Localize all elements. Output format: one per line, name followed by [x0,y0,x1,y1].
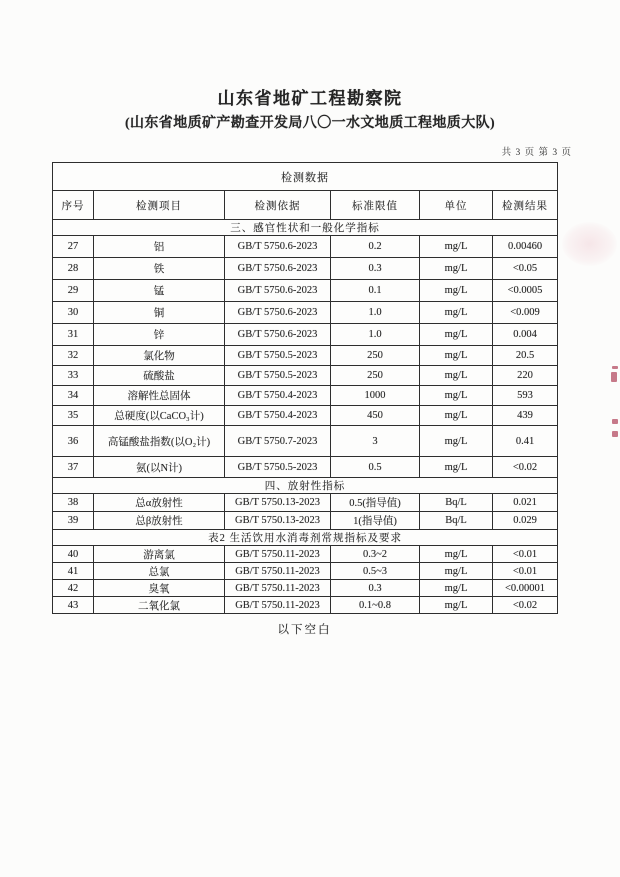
cell-method: GB/T 5750.5-2023 [225,346,331,366]
cell-limit: 0.5 [331,457,420,478]
cell-method: GB/T 5750.11-2023 [225,563,331,580]
data-row [53,580,558,597]
document-subtitle: (山东省地质矿产勘查开发局八〇一水文地质工程地质大队) [124,116,496,131]
cell-unit: mg/L [420,366,493,386]
data-row [53,386,558,406]
cell-no: 31 [53,324,94,346]
cell-result: <0.0005 [493,280,558,302]
cell-no: 35 [53,406,94,426]
table-caption-row [53,163,558,191]
cell-limit: 1.0 [331,324,420,346]
data-row [53,280,558,302]
cell-limit: 1000 [331,386,420,406]
cell-no: 29 [53,280,94,302]
cell-item: 二氧化氯 [94,597,225,614]
column-header-result: 检测结果 [493,191,558,220]
cell-limit: 3 [331,426,420,457]
data-row [53,512,558,530]
cell-limit: 1.0 [331,302,420,324]
cell-no: 39 [53,512,94,530]
cell-method: GB/T 5750.6-2023 [225,302,331,324]
column-header-item: 检测项目 [94,191,225,220]
cell-no: 27 [53,236,94,258]
pink-stain-artifact [562,222,617,266]
data-row [53,346,558,366]
data-row [53,426,558,457]
cell-result: 0.029 [493,512,558,530]
cell-no: 36 [53,426,94,457]
cell-unit: mg/L [420,280,493,302]
red-edge-mark [611,372,617,382]
cell-unit: mg/L [420,386,493,406]
red-edge-mark [612,419,618,424]
cell-unit: Bq/L [420,512,493,530]
cell-no: 33 [53,366,94,386]
cell-result: 0.00460 [493,236,558,258]
cell-unit: mg/L [420,324,493,346]
cell-result: <0.01 [493,546,558,563]
cell-item: 铜 [94,302,225,324]
column-header-method: 检测依据 [225,191,331,220]
cell-unit: mg/L [420,406,493,426]
cell-item: 溶解性总固体 [94,386,225,406]
cell-unit: mg/L [420,580,493,597]
data-row [53,546,558,563]
cell-unit: mg/L [420,302,493,324]
cell-limit: 0.2 [331,236,420,258]
cell-result: <0.05 [493,258,558,280]
cell-item: 总氯 [94,563,225,580]
cell-method: GB/T 5750.6-2023 [225,324,331,346]
section-row [53,478,558,494]
cell-method: GB/T 5750.4-2023 [225,386,331,406]
cell-no: 40 [53,546,94,563]
cell-limit: 0.5~3 [331,563,420,580]
cell-limit: 0.3 [331,580,420,597]
cell-limit: 250 [331,366,420,386]
cell-method: GB/T 5750.6-2023 [225,236,331,258]
data-row [53,236,558,258]
cell-limit: 250 [331,346,420,366]
cell-no: 41 [53,563,94,580]
cell-result: <0.02 [493,457,558,478]
cell-unit: mg/L [420,346,493,366]
cell-unit: mg/L [420,236,493,258]
cell-method: GB/T 5750.11-2023 [225,580,331,597]
cell-item: 氨(以N计) [94,457,225,478]
section-title: 四、放射性指标 [53,478,558,494]
cell-limit: 0.3~2 [331,546,420,563]
column-header-no: 序号 [53,191,94,220]
data-row [53,302,558,324]
cell-result: 0.41 [493,426,558,457]
cell-item: 铝 [94,236,225,258]
cell-item: 锰 [94,280,225,302]
cell-item: 高锰酸盐指数(以O₂计) [94,426,225,457]
cell-item: 游离氯 [94,546,225,563]
section-row [53,530,558,546]
cell-method: GB/T 5750.13-2023 [225,494,331,512]
data-row [53,597,558,614]
cell-result: <0.009 [493,302,558,324]
cell-unit: mg/L [420,426,493,457]
cell-no: 38 [53,494,94,512]
cell-result: 20.5 [493,346,558,366]
cell-result: 0.004 [493,324,558,346]
cell-method: GB/T 5750.4-2023 [225,406,331,426]
cell-result: 220 [493,366,558,386]
cell-method: GB/T 5750.5-2023 [225,366,331,386]
cell-item: 硫酸盐 [94,366,225,386]
cell-item: 锌 [94,324,225,346]
cell-no: 43 [53,597,94,614]
cell-result: 439 [493,406,558,426]
data-row [53,258,558,280]
cell-item: 臭氧 [94,580,225,597]
red-edge-mark [612,431,618,437]
cell-item: 总β放射性 [94,512,225,530]
cell-unit: mg/L [420,457,493,478]
cell-limit: 0.5(指导值) [331,494,420,512]
cell-result: <0.02 [493,597,558,614]
cell-item: 铁 [94,258,225,280]
table-body [53,220,558,614]
cell-unit: mg/L [420,546,493,563]
cell-result: 0.021 [493,494,558,512]
cell-item: 总α放射性 [94,494,225,512]
cell-result: 593 [493,386,558,406]
document-title: 山东省地矿工程勘察院 [217,89,403,108]
data-row [53,406,558,426]
cell-no: 32 [53,346,94,366]
data-row [53,366,558,386]
cell-method: GB/T 5750.6-2023 [225,280,331,302]
cell-item: 氯化物 [94,346,225,366]
cell-unit: mg/L [420,258,493,280]
blank-below-note: 以下空白 [277,624,332,636]
data-row [53,494,558,512]
cell-limit: 450 [331,406,420,426]
section-title: 三、感官性状和一般化学指标 [53,220,558,236]
section-row [53,220,558,236]
page-number-info: 共 3 页 第 3 页 [501,148,572,158]
cell-method: GB/T 5750.7-2023 [225,426,331,457]
section-title: 表2 生活饮用水消毒剂常规指标及要求 [53,530,558,546]
data-row [53,563,558,580]
cell-method: GB/T 5750.13-2023 [225,512,331,530]
cell-no: 42 [53,580,94,597]
cell-no: 34 [53,386,94,406]
cell-method: GB/T 5750.5-2023 [225,457,331,478]
cell-method: GB/T 5750.11-2023 [225,546,331,563]
cell-limit: 0.1~0.8 [331,597,420,614]
table-header-row [53,191,558,220]
cell-unit: mg/L [420,563,493,580]
data-row [53,457,558,478]
cell-method: GB/T 5750.6-2023 [225,258,331,280]
test-results-table [52,162,558,614]
cell-method: GB/T 5750.11-2023 [225,597,331,614]
cell-no: 30 [53,302,94,324]
cell-limit: 0.1 [331,280,420,302]
cell-no: 28 [53,258,94,280]
cell-limit: 1(指导值) [331,512,420,530]
cell-no: 37 [53,457,94,478]
cell-result: <0.00001 [493,580,558,597]
table-caption: 检测数据 [53,163,558,191]
cell-unit: mg/L [420,597,493,614]
data-row [53,324,558,346]
cell-item: 总硬度(以CaCO₃计) [94,406,225,426]
red-edge-mark [612,366,618,369]
cell-limit: 0.3 [331,258,420,280]
column-header-limit: 标准限值 [331,191,420,220]
column-header-unit: 单位 [420,191,493,220]
cell-result: <0.01 [493,563,558,580]
cell-unit: Bq/L [420,494,493,512]
